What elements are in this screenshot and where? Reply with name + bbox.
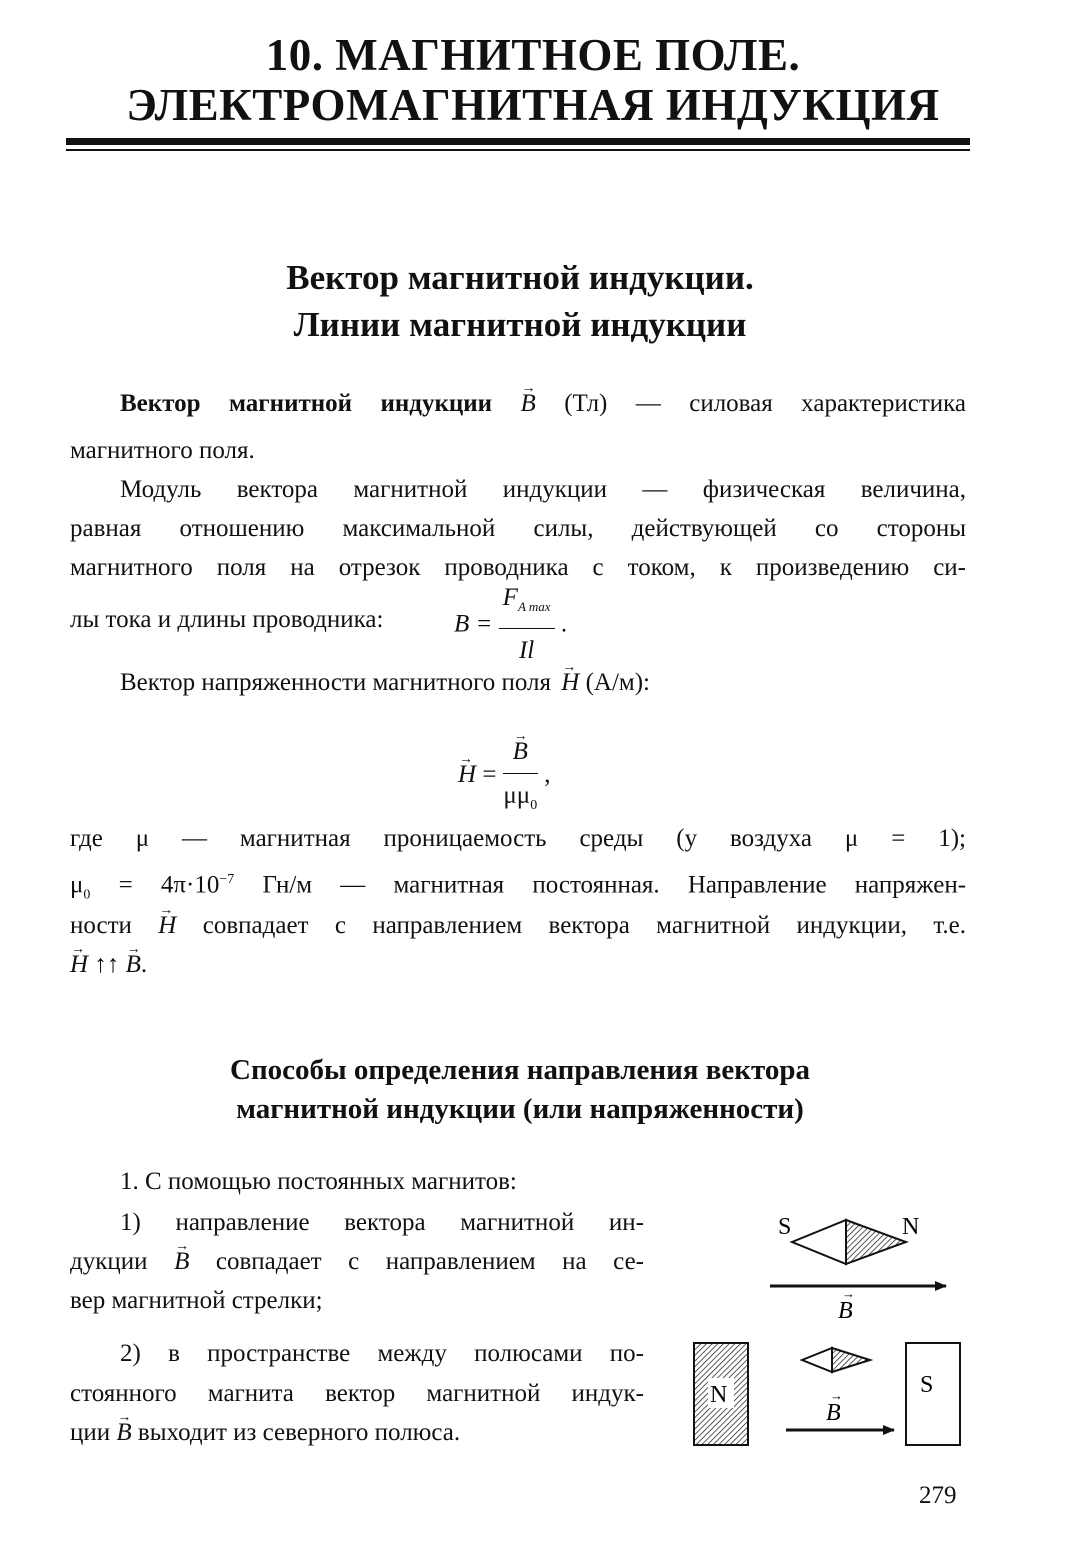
formula2-denominator: $\mu\mu_0$ [503,782,538,813]
section1-title-line1: Вектор магнитной индукции. [286,258,754,297]
item1: 1. С помощью постоянных магнитов: [120,1168,517,1195]
formula1-denominator: Il [518,637,535,664]
formula1-numerator: $F_{A max}$ [499,578,555,629]
heading-rule-thick [66,138,970,145]
sub1-line3: вер магнитной стрелки; [70,1287,323,1314]
formula2-lhs: → H [458,755,476,794]
p1-term: Вектор магнитной индукции [120,390,493,417]
p1-line2: магнитного поля. [70,437,255,464]
heading-rule-thin [66,149,970,151]
figure2-b-label: B [826,1400,841,1426]
b-vector-symbol: → B [116,1413,131,1452]
p4-line2: $\mu_0 = 4\pi\cdot 10^{-7}$ Гн/м — магнитная постоянная. Направление напряжен- [70,871,967,903]
p1-unit: (Тл) [564,390,608,417]
h-vector-symbol: → H [561,663,579,702]
p1-rest: — силовая характеристика [635,390,967,417]
p2-line2: равная отношению максимальной силы, действующей со стороны [70,515,966,542]
magnet-diagrams [680,1200,980,1460]
needle-south-half [792,1220,846,1264]
needle-north-label: N [902,1214,920,1240]
small-needle-south [802,1348,832,1372]
h-vector-symbol: → H [158,906,176,945]
sub2-line1: 2) в пространстве между полюсами по- [120,1340,644,1367]
formula2-fraction [503,724,538,825]
needle-south-label: S [778,1214,792,1240]
formula-b-definition: B = $\frac{F_{A max}}{Il}$ . [454,578,567,670]
h-vector-symbol: → H [70,945,88,984]
section2-title-line1: Способы определения направления вектора [230,1054,810,1086]
sub1-line1: 1) направление вектора магнитной ин- [120,1209,644,1236]
vector-arrow-mark: → [830,1388,843,1403]
sub2-line2: стоянного магнита вектор магнитной индук- [70,1380,644,1407]
small-needle-north [832,1348,870,1372]
north-pole-label: N [710,1382,728,1408]
chapter-title-line2: ЭЛЕКТРОМАГНИТНАЯ ИНДУКЦИЯ [126,80,940,130]
p2-line4: лы тока и длины проводника: [70,606,384,633]
south-pole-label: S [920,1372,934,1398]
sub2-line3: ции → B выходит из северного полюса. [70,1413,460,1452]
magnet-poles-figure [694,1343,960,1445]
section2-title-line2: магнитной индукции (или напряженности) [236,1093,804,1125]
p2-line1: Модуль вектора магнитной индукции — физическая величина, [120,476,966,503]
formula2-numerator: → B [503,724,538,774]
formula-h-definition: → H = → $\frac{B}{\mu\mu_0}$ , [458,724,550,825]
formula1-lhs: B = [454,610,493,638]
sub1-line2: дукции → B совпадает с направлением на се- [70,1242,644,1281]
p4-line3: ности → H совпадает с направлением вектора магнитной индукции, т.е. [70,906,966,945]
b-vector-symbol: → B [126,945,141,984]
codirectional-arrows: ↑↑ [94,951,120,978]
p4-line4: → H ↑↑ → B. [70,945,147,984]
p2-line3: магнитного поля на отрезок проводника с током, к произведению си- [70,554,966,581]
b-vector-symbol: → B [521,384,536,423]
figure1-b-label: B [838,1298,853,1324]
b-vector-symbol: → B [174,1242,189,1281]
vector-arrow-mark: → [842,1286,855,1301]
p3-line: Вектор напряженности магнитного поля → H (А/м): [120,663,650,702]
page-number: 279 [919,1482,957,1509]
needle-north-half [846,1220,906,1264]
section1-title-line2: Линии магнитной индукции [293,305,747,344]
chapter-title-line1: 10. МАГНИТНОЕ ПОЛЕ. [265,30,801,80]
p1-line1 [120,384,966,423]
formula1-fraction [499,578,555,670]
compass-needle-figure [770,1214,946,1324]
p4-line1: где μ — магнитная проницаемость среды (у воздуха μ = 1); [70,825,966,852]
